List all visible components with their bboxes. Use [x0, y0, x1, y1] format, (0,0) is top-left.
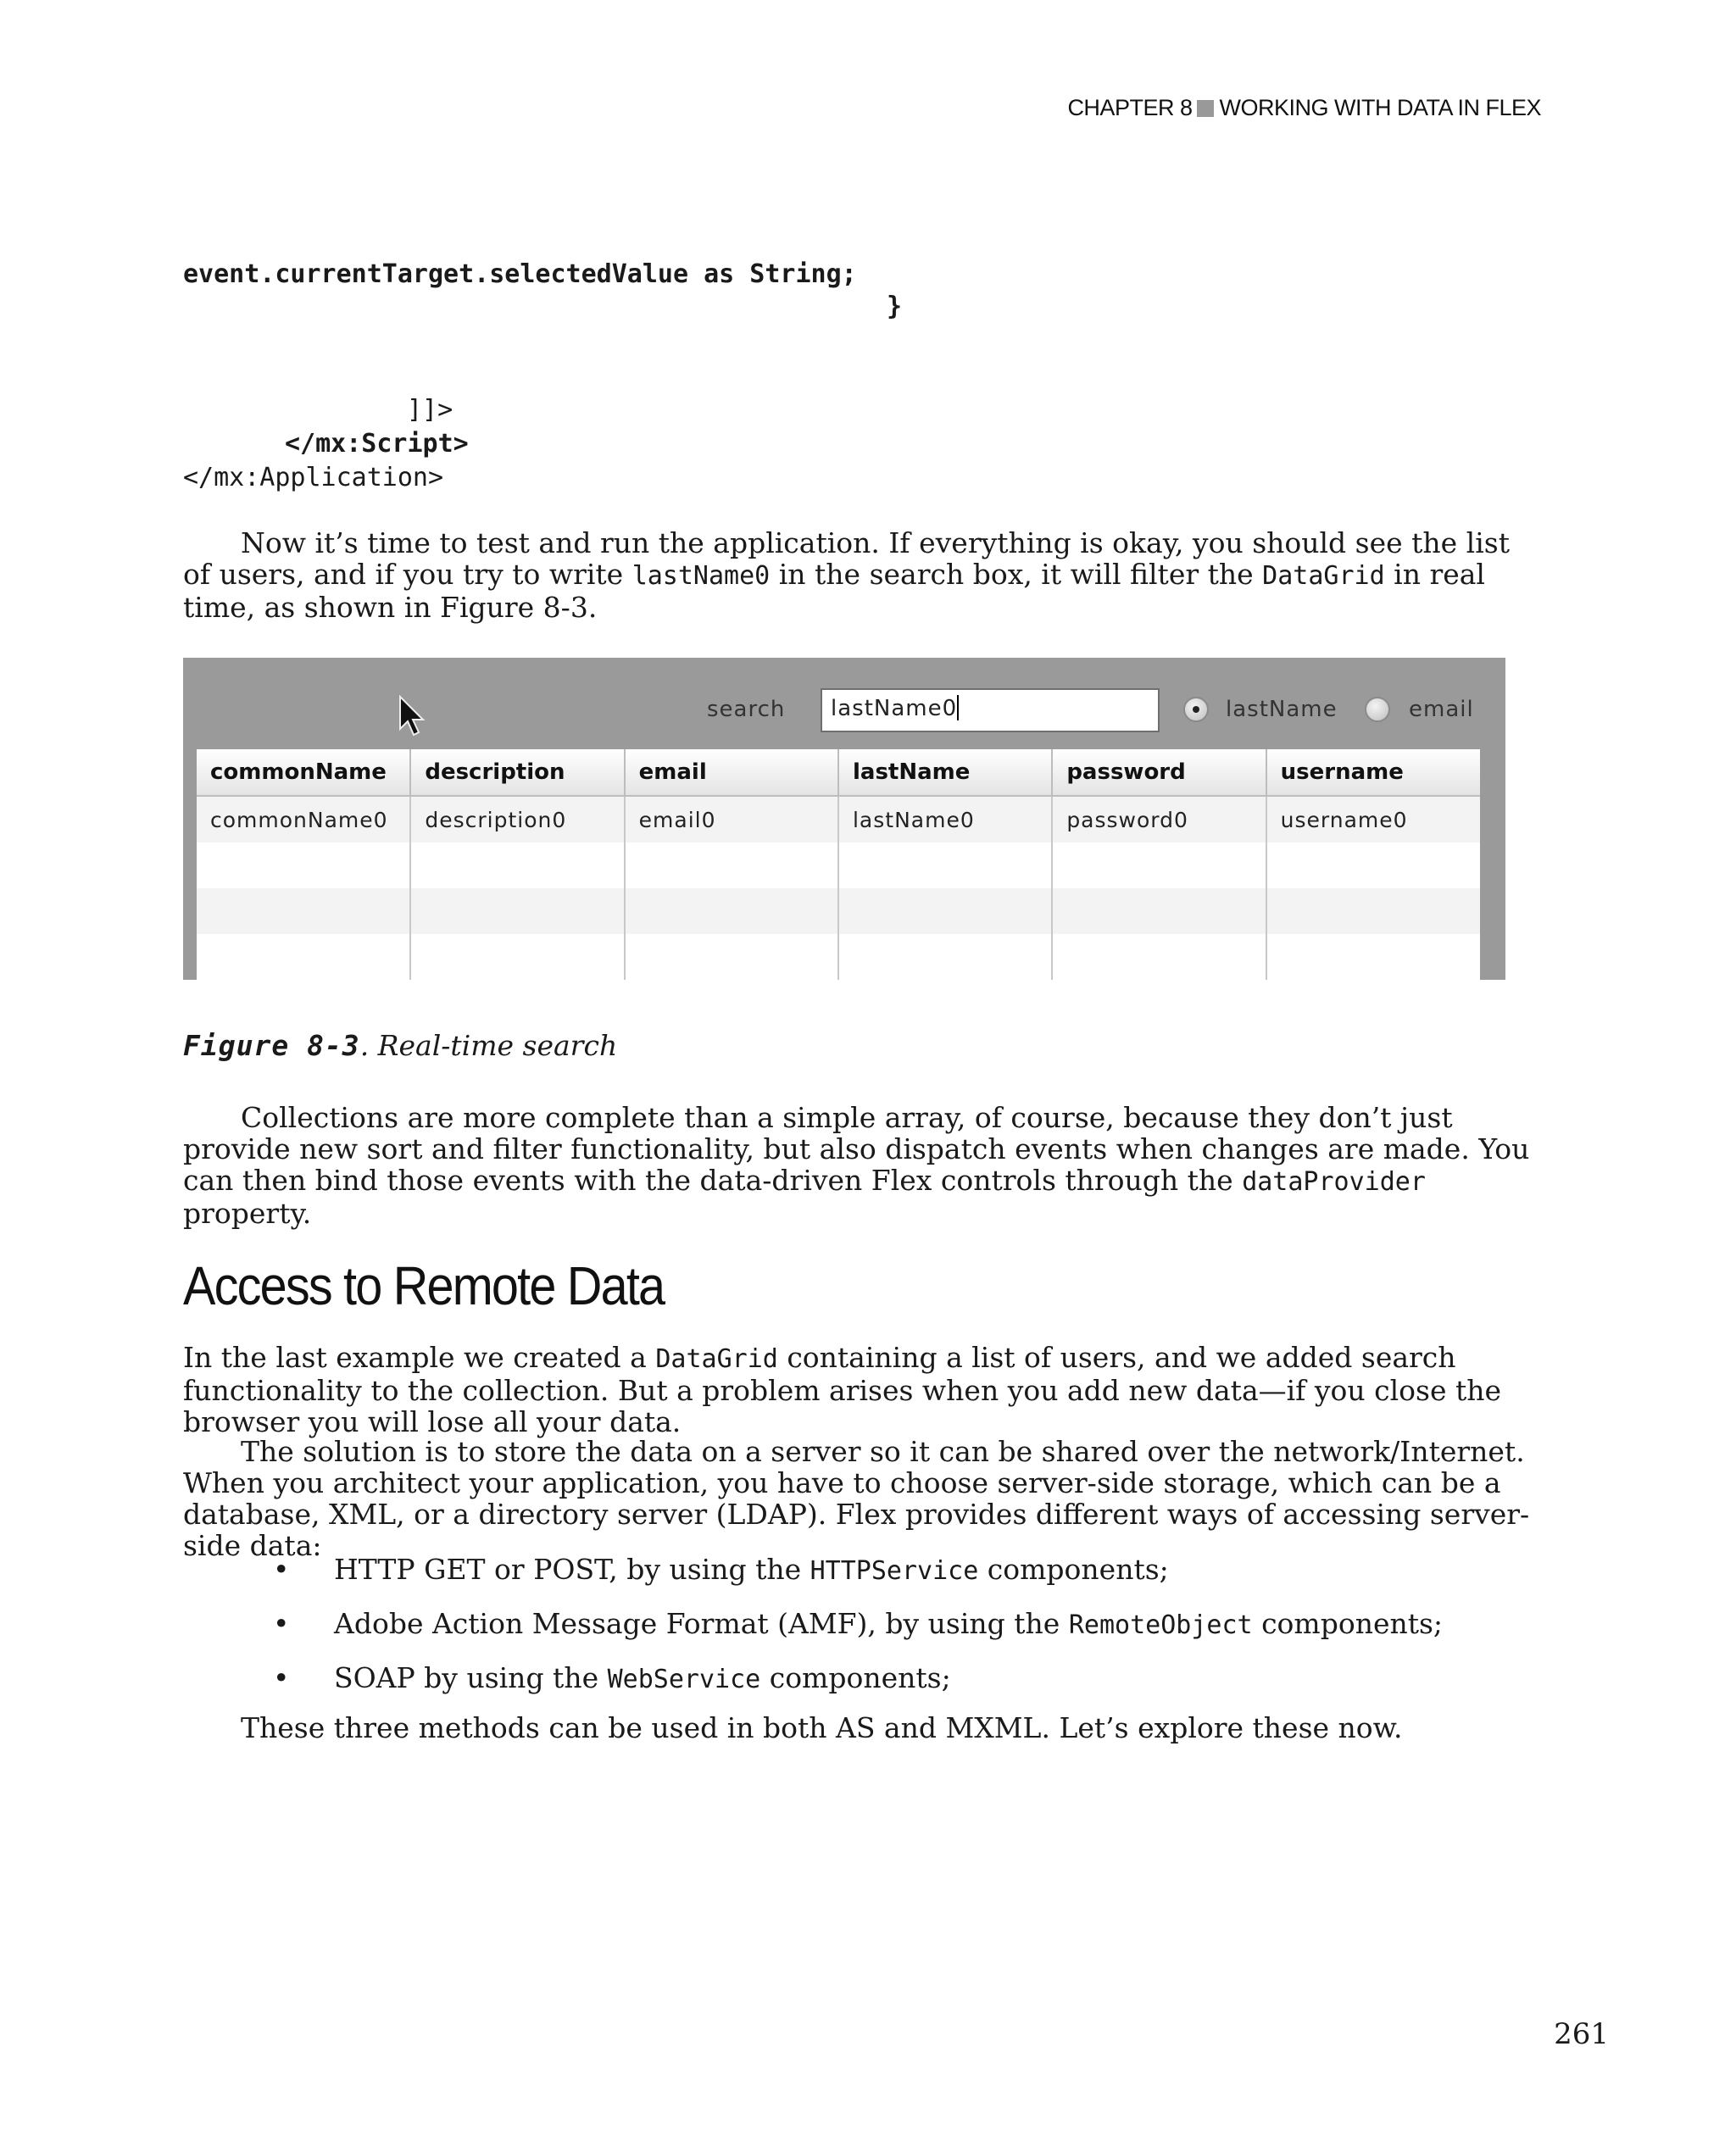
figure-screenshot — [183, 658, 1505, 980]
section-paragraph-2: The solution is to store the data on a server so it can be shared over the network/Internet. When you architect your application, you have to choose server-side storage, which can be a database, XML, or a directory server (LDAP). Flex provides different ways of accessing server-side data: — [183, 1435, 1530, 1562]
section-paragraph-1: In the last example we created a DataGrid containing a list of users, and we added search functionality to the collection. But a problem arises when you add new data—if you close the browser you will lose all your data. — [183, 1341, 1502, 1438]
figure-caption: Figure 8-3. Real-time search — [183, 1029, 618, 1062]
column-header[interactable]: commonName — [197, 749, 410, 796]
code-line-4: </mx:Script> — [285, 429, 469, 459]
collections-paragraph: Collections are more complete than a simple array, of course, because they don’t just provide new sort and filter functionality, but also dispatch events when changes are made. You can then bind those events with the data-driven Flex controls through the dataProvider property. — [183, 1101, 1530, 1230]
radio-lastname-label: lastName — [1226, 697, 1338, 722]
code-line-5: </mx:Application> — [183, 463, 444, 492]
code-line-3: ]]> — [407, 395, 453, 425]
table-row[interactable] — [197, 796, 1480, 842]
radio-email[interactable] — [1365, 697, 1390, 722]
column-header[interactable]: email — [625, 749, 838, 796]
table-cell: password0 — [1052, 796, 1266, 842]
page-number: 261 — [1554, 2017, 1609, 2051]
table-cell: commonName0 — [197, 796, 410, 842]
closing-paragraph: These three methods can be used in both AS and MXML. Let’s explore these now. — [241, 1711, 1403, 1744]
section-heading: Access to Remote Data — [183, 1255, 665, 1316]
column-header[interactable]: lastName — [838, 749, 1052, 796]
table-cell: description0 — [410, 796, 624, 842]
column-header[interactable]: username — [1266, 749, 1480, 796]
separator-square-icon — [1197, 100, 1214, 117]
search-input[interactable]: lastName0 — [821, 688, 1160, 732]
grid-header-row — [197, 749, 1480, 796]
chapter-label: CHAPTER 8 — [1067, 95, 1193, 120]
table-row-empty[interactable] — [197, 888, 1480, 934]
table-cell: lastName0 — [838, 796, 1052, 842]
table-cell: username0 — [1266, 796, 1480, 842]
search-label: search — [707, 697, 786, 722]
radio-lastname[interactable] — [1183, 697, 1209, 722]
chapter-title: WORKING WITH DATA IN FLEX — [1219, 95, 1541, 120]
table-row-empty[interactable] — [197, 842, 1480, 888]
column-header[interactable]: description — [410, 749, 624, 796]
column-header[interactable]: password — [1052, 749, 1266, 796]
running-head — [1067, 95, 1541, 121]
table-row-empty[interactable] — [197, 934, 1480, 980]
radio-email-label: email — [1409, 697, 1474, 722]
code-line-2: } — [887, 292, 903, 321]
code-line-1: event.currentTarget.selectedValue as String; — [183, 259, 857, 289]
intro-paragraph: Now it’s time to test and run the application. If everything is okay, you should see the list of users, and if you try to write lastName0 in the search box, it will filter the DataGrid in real time, as shown in Figure 8-3. — [183, 526, 1510, 624]
data-grid[interactable] — [197, 749, 1480, 980]
mouse-pointer-icon — [397, 695, 427, 737]
table-cell: email0 — [625, 796, 838, 842]
